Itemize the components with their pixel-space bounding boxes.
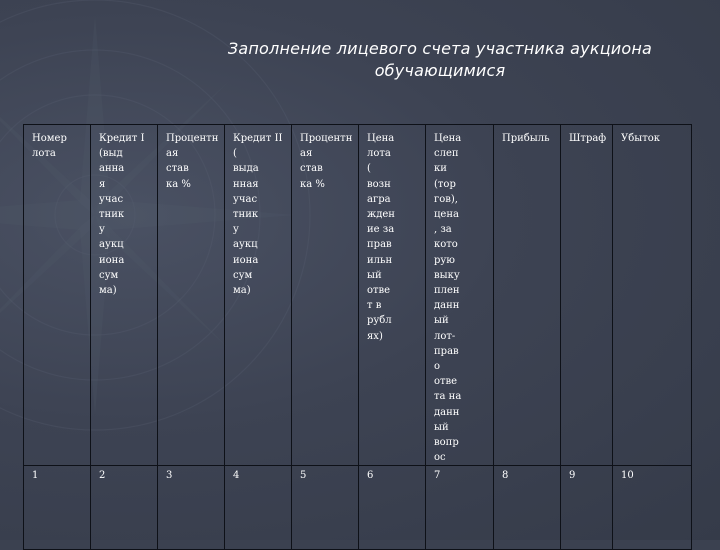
table-header-row [24, 125, 692, 466]
header-trade-price: Цена слеп ки (тор гов), цена , за кото рую выку плен данн ый лот- прав о отве та на данн ый вопр ос [426, 125, 494, 466]
column-number-cell: 7 [426, 466, 494, 550]
column-number-cell: 3 [158, 466, 225, 550]
column-number-cell: 2 [91, 466, 158, 550]
column-number-cell: 6 [359, 466, 426, 550]
header-credit-1: Кредит I (выд анна я учас тник у аукц иона сум ма) [91, 125, 158, 466]
header-credit-2: Кредит II ( выда нная учас тник у аукц иона сум ма) [225, 125, 292, 466]
column-number-cell: 8 [494, 466, 561, 550]
header-loss: Убыток [613, 125, 692, 466]
slide-title-line-2: обучающимися [374, 61, 506, 80]
header-lot-number: Номер лота [24, 125, 91, 466]
column-number-cell: 1 [24, 466, 91, 550]
header-penalty: Штраф [561, 125, 613, 466]
header-lot-price: Цена лота ( возн агра жден ие за прав ильн ый отве т в рубл ях) [359, 125, 426, 466]
column-number-cell: 10 [613, 466, 692, 550]
slide-title [170, 38, 710, 82]
header-interest-rate-2: Процентн ая став ка % [292, 125, 359, 466]
column-number-cell: 9 [561, 466, 613, 550]
slide-title-line-1: Заполнение лицевого счета участника аукциона [227, 39, 653, 58]
header-interest-rate-1: Процентн ая став ка % [158, 125, 225, 466]
column-number-cell: 4 [225, 466, 292, 550]
column-number-cell: 5 [292, 466, 359, 550]
header-profit: Прибыль [494, 125, 561, 466]
personal-account-table [23, 124, 692, 550]
table-row [24, 466, 692, 550]
